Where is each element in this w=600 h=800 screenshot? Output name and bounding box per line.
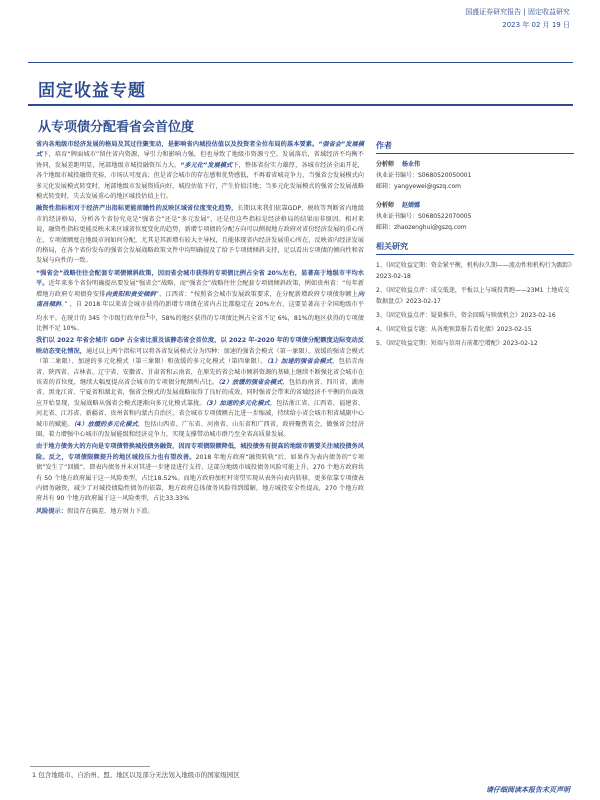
analyst-name: 赵婧娜 — [402, 202, 421, 209]
paragraph-lead: 我们以 2022 年省会城市 GDP 占全省比重及该静态省会首位度，以 2022 年-2020 年的专项债分配额度边际变动反映动态变化情况， — [36, 337, 364, 355]
paragraph-2 — [36, 204, 364, 266]
disclaimer: 请仔细阅读本报告末页声明 — [486, 786, 570, 794]
main-body — [36, 140, 364, 519]
paragraph-text: ，包括海南省、四川省、湖南省、黑龙江省、宁夏省和湖北省，强省会模式的发展战略取得了良好的成效，同时强省会带来的省域经济不平衡的负面效应开始显现，发展战略从强省会模式逐渐向多元化模式靠拢。 — [36, 379, 365, 407]
paragraph-text: ，包括青海省、陕西省、吉林省、辽宁省、安徽省、甘肃省和云南省，在原先的省会城市倾斜资源的基础上继续不断强化省会城市在该省的首位度，继续大幅度提高省会城市的专项债分配额所占比。 — [36, 358, 364, 386]
analyst-cert: 执业证书编号：S0680522070005 — [376, 213, 472, 220]
highlight-text: （1）加速的强省会模式 — [266, 358, 333, 366]
paragraph-text: ，包括浙江省、江西省、福建省、河北省、江苏省、新疆省、贵州省和内蒙古自治区，省会城市专项债额占比进一步缩减，持续给小省会城市和省域副中心城市的赋能。 — [36, 399, 365, 428]
related-report[interactable]: 3、《固定收益点评：疑量推升，资金回暖与赎债机会》2023-02-16 — [376, 312, 556, 319]
paragraph-4 — [36, 336, 364, 440]
risk-text: 假设存在偏差、地方财力下滑。 — [66, 507, 154, 515]
page-title: 固定收益专题 — [38, 81, 146, 101]
page-subtitle: 从专项债分配看省会首位度 — [38, 120, 195, 135]
paragraph-text: ，包括山西省、广东省、河南省、山东省和广西省，政府聚焦省会，做强省会经济圈，着力增强中心城市的发展能级和经济竞争力，实现支撑带动城市群乃至全省高质量发展。 — [36, 420, 365, 439]
highlight-text: “多元化”发展模式 — [180, 161, 233, 169]
risk-label: 风险提示： — [36, 507, 67, 515]
paragraph-text: 。” ，自 2018 年以来省会城市获得的新增专项债在省内占比都稳定在 20%左右，这要显著高于全国地级市平均水平。在统计的 345 个市级行政单位 — [36, 301, 364, 322]
risk-warning — [36, 507, 364, 517]
header-date: 2023 年 02 月 19 日 — [502, 21, 570, 29]
paragraph-5 — [36, 442, 364, 504]
related-report[interactable]: 2、《固定收益点评：成交低迷，平板以上与城投普跑——23M1 土地成交数据盘点》2023-02-17 — [376, 287, 570, 305]
footnote-divider — [30, 766, 150, 767]
related-report[interactable]: 1、《固定收益定期：资金紧平衡，机构拉久期——流动性和机构行为跟踪》2023-02-18 — [376, 262, 572, 280]
analyst-email[interactable]: 邮箱：zhaozenghui@gszq.com — [376, 224, 467, 231]
paragraph-text: 近年来多个省份明确提出要发展“强省会”战略，而“强省会”战略往往会配套专项债倾斜政策，例如贵州省：“每年新增地方政府专项债券安排 — [36, 280, 365, 298]
highlight-text: “强省会”发展模式 — [36, 141, 364, 159]
analyst-name: 杨业伟 — [402, 161, 421, 168]
paragraph-3 — [36, 269, 364, 335]
paragraph-text: 通过以上两个指标可以将各省发展模式分为四种：加速的强省会模式（第一象限）、放缓的强省会模式（第二象限）、加速的多元化模式（第三象限）和放缓的多元化模式（第四象限）。 — [36, 347, 365, 366]
spacer — [376, 192, 574, 200]
footnote: 1 包含地级市、自治州、盟、地区以及部分无法划入地级市的国家级园区 — [32, 771, 240, 779]
paragraph-lead: 由于地方债务大的方向是专项债替换城投债务融资，因而专项债限额降低，城投债务有提高的地级市需要关注城投债务风险。反之，专项债限额提升的地区城投压力也有望改善。 — [36, 443, 364, 461]
analyst-role-row — [376, 159, 574, 170]
analyst-cert: 执业证书编号：S0680520050001 — [376, 172, 472, 179]
sidebar — [376, 140, 574, 352]
analyst-card — [376, 200, 574, 233]
header-org: 国盛证券研究报告 | 固定收益研究 — [465, 8, 570, 16]
report-header — [465, 6, 570, 32]
analyst-card — [376, 159, 574, 192]
title-divider — [28, 104, 573, 106]
paragraph-text: 下，整体省份实力雄厚，各城市经济全面开花，各个地级市城投融资充裕，市场认可度高；但是省会城市的存在感和优势感低，不再着省城竞争力，当强省会发展模式向多元化发展模式转变时，尾部地级市发展资质向好，城投估值下行，产生价值洼地；当多元化发展模式的强省会发展战略模式转变时，失去发展重心的地区城投估值上行。 — [36, 161, 364, 201]
highlight-text: （2）放缓的强省会模式 — [218, 379, 283, 386]
paragraph-text: 2018 年地方政府“融资转轨”后，如果作为表内债务的“专项债”发生了“回撤”，即表内债务并未对其进一步建设进行支持，这部分地级市城投债务风险可能上升，270 个地方政府共有 50 个地方政府属于这一风险类型，占比18.52%。而地方政府加杠杆寄望实现从表外向表内转移，更多依靠专项债表内债务融资，减少了对城投债隐性债务的依靠，地方政府总体债务风险得到缓解，地方城投安全性提高，270 个地方政府共有 90 个地方政府属于这一风险类型，占比33.33% — [36, 453, 364, 503]
related-report[interactable]: 4、《固定收益专题：从各地预算报告看化债》2023-02-15 — [376, 326, 532, 333]
related-heading: 相关研究 — [376, 241, 574, 255]
paragraph-lead: 省内各地级市经济发展的格局及其过往聚变动，是影响省内城投估值以及投资者全位布局的基本要素。 — [36, 141, 319, 148]
highlight-text: （3）加速的多元化模式 — [205, 399, 270, 407]
highlight-text: 向贵阳和贵安倾斜 — [105, 290, 156, 298]
paragraph-lead: “强省会”战略往往会配套专项债倾斜政策，因而省会城市获得的专项债比例占全省 20%左右，显著高于地级市平均水平。 — [36, 269, 364, 288]
footnote-marker[interactable]: 1 — [145, 312, 150, 319]
highlight-text: 向南昌倾斜 — [36, 290, 365, 309]
spacer — [376, 233, 574, 241]
highlight-text: （4）放缓的多元化模式 — [73, 420, 138, 428]
analyst-role: 分析师 — [376, 161, 395, 168]
authors-heading: 作者 — [376, 140, 574, 154]
analyst-role: 分析师 — [376, 202, 395, 209]
paragraph-text: 中，58%的地区获得的专项债比例占全省不足 6%，81%的地区获得的专项债比例不足 10%。 — [36, 314, 364, 332]
analyst-role-row — [376, 200, 574, 211]
paragraph-text: 下，培育“牌面城市”留住省内资源，导引力和影响力强，但也导致了地级市资源亏空、发展落后，省域经济不均衡不协同，发展差距明显，尾部地级市城投融资压力大。 — [36, 151, 364, 169]
paragraph-lead: 融资性指标相对于经济产出指标更能前瞻性的反映区域省位度变化趋势， — [36, 205, 238, 213]
paragraph-1 — [36, 140, 364, 202]
related-report[interactable]: 5、《固定收益定期：短端与信用占前都空增配》2023-02-12 — [376, 340, 538, 347]
paragraph-text: ”，江西省：“按照省会城市发展政策要求，在分配新增政府专项债券额上 — [155, 290, 358, 298]
paragraph-text: 长期以来我们依靠GDP、税收等判断省内地级市的经济格局，分析各个省份究竟是“强省会”还是“多元发展”，还是但这些指标是经济格局的结果而非原因。相对来说，融资性指标更能反映未来区域省位度变化的趋势，新增专项债的分配方向可以侧视地方政府对省份经济发展的重心所在，专项债额度在地级市间如何分配，尤其是其新增有较大主导权，且能体现省内经济发展重心所在，反映省内经济发展的格局，在各个省份发布的强省会发展战略政策文件中均明确提及了给予专项债倾斜支持，足以看出专项债的倾向性和省发展与向性的一致。 — [36, 205, 365, 265]
analyst-email[interactable]: 邮箱：yangyewei@gszq.com — [376, 183, 461, 190]
header-divider — [28, 62, 573, 63]
